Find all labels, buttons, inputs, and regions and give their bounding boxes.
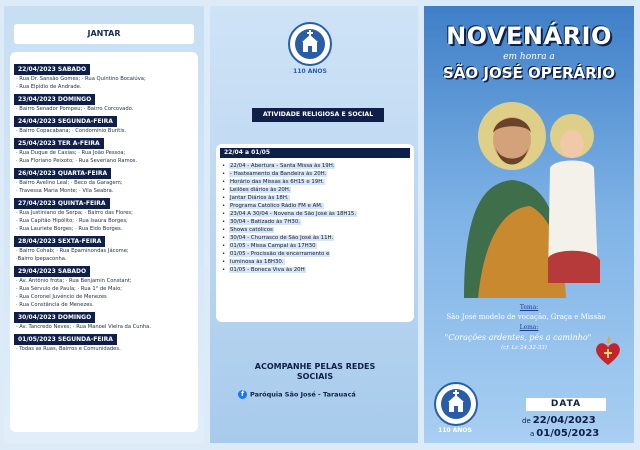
- saint-joseph-image: [444, 88, 614, 298]
- activity-text: Leilões diários às 20H.: [230, 187, 291, 193]
- dinner-streets: · Rua Constância de Menezes.: [16, 302, 94, 308]
- activity-item: [222, 242, 410, 250]
- dinner-date: 28/04/2023 SEXTA-FEIRA: [14, 236, 105, 247]
- activity-item: [222, 250, 410, 258]
- dinner-streets: · Rua Elpídio de Andrade.: [16, 84, 82, 90]
- dinner-streets: · Bairro Senador Pompeu; · Bairro Corcovado.: [16, 106, 134, 112]
- activity-text: Horário das Missas às 6H15 e 19H.: [230, 179, 324, 185]
- activity-item: [222, 226, 410, 234]
- logo-caption-cover: 110 ANOS: [438, 427, 472, 434]
- end-date: [530, 428, 599, 439]
- dinner-date: 26/04/2023 QUARTA-FEIRA: [14, 168, 111, 179]
- activity-item: [222, 258, 410, 266]
- start-date-value: 22/04/2023: [532, 415, 596, 426]
- dinner-date: 29/04/2023 SABADO: [14, 266, 90, 277]
- dinner-streets: · Bairro Avelino Leal; · Beco da Garagem;: [16, 180, 123, 186]
- dinner-date: 22/04/2023 SABADO: [14, 64, 90, 75]
- activity-text: Programa Católico Rádio FM e AM.: [230, 203, 323, 209]
- dinner-streets: · Rua Lauriete Borges; · Rua Eldo Borges.: [16, 226, 123, 232]
- dinner-streets: · Bairro Cohab; · Rua Epaminondas Jácome;: [16, 248, 129, 254]
- facebook-icon: f: [238, 390, 247, 399]
- activity-text: - Hasteamento da Bandeira às 20H.: [230, 171, 327, 177]
- dinner-streets: · Bairro Copacabana; · Condomínio Buritis.: [16, 128, 127, 134]
- activity-text: 22/04 - Abertura - Santa Missa às 19H.: [230, 163, 335, 169]
- activity-item: [222, 234, 410, 242]
- activity-text: Shows católicos: [230, 227, 273, 233]
- activity-text: 30/04 - Batizado às 7H30.: [230, 219, 300, 225]
- dinner-streets: · Rua Duque de Caxias; · Rua João Pessoa;: [16, 150, 126, 156]
- activity-item: [222, 202, 410, 210]
- dinner-date: 30/04/2023 DOMINGO: [14, 312, 95, 323]
- activities-panel: [210, 6, 418, 443]
- dinner-title: JANTAR: [14, 24, 194, 44]
- dinner-streets: · Rua Justiniano de Serpa; · Bairro das Flores;: [16, 210, 133, 216]
- social-title: ACOMPANHE PELAS REDES SOCIAIS: [254, 362, 376, 381]
- saint-name: SÃO JOSÉ OPERÁRIO: [442, 64, 616, 82]
- dinner-streets: · Av. Antônio frota; · Rua Benjamin Constant;: [16, 278, 132, 284]
- activity-text: 01/05 - Missa Campal às 17H30: [230, 243, 316, 249]
- activity-item: [222, 266, 410, 274]
- activity-item: [222, 186, 410, 194]
- tema-label: Tema:: [519, 304, 539, 311]
- activity-item: [222, 210, 410, 218]
- cover-title: NOVENÁRIO: [446, 22, 612, 50]
- dinner-day: [14, 326, 198, 353]
- end-prefix: a: [530, 430, 535, 438]
- date-label: DATA: [526, 398, 606, 411]
- lema-text: "Corações ardentes, pés a caminho": [444, 333, 592, 342]
- activity-item: [222, 194, 410, 202]
- dinner-panel: [4, 6, 204, 443]
- dinner-streets: · Rua Floriano Peixoto; · Rua Severiano Ramos.: [16, 158, 138, 164]
- activity-item: [222, 178, 410, 186]
- lema-label: Lema:: [519, 324, 539, 331]
- parish-logo: [288, 22, 332, 66]
- dinner-date: 24/04/2023 SEGUNDA-FEIRA: [14, 116, 117, 127]
- dinner-date: 23/04/2023 DOMINGO: [14, 94, 95, 105]
- activities-box: [216, 144, 414, 322]
- dinner-streets: · Rua Sérvulo de Paula; · Rua 1° de Maio;: [16, 286, 123, 292]
- social-link[interactable]: [238, 390, 398, 399]
- parish-logo-cover: [434, 382, 478, 426]
- dinner-streets: · Rua Coronel Juvêncio de Menezes: [16, 294, 107, 300]
- tema-text: São José modelo de vocação, Graça e Missão: [446, 313, 606, 321]
- logo-caption: 110 ANOS: [293, 68, 327, 75]
- activity-text: luminosa às 18H30.: [230, 259, 284, 265]
- activities-title: ATIVIDADE RELIGIOSA E SOCIAL: [252, 108, 384, 122]
- church-icon: [290, 24, 330, 64]
- dinner-streets: · Rua Dr. Sansão Gomes; · Rua Quintino Bocaiúva;: [16, 76, 146, 82]
- activity-item: [222, 162, 410, 170]
- dinner-date: 27/04/2023 QUINTA-FEIRA: [14, 198, 110, 209]
- dinner-day: [14, 190, 198, 233]
- lema-reference: (cf. Lc 24,32-33): [501, 345, 547, 351]
- activity-text: 23/04 A 30/04 - Novena de São José às 18H15.: [230, 211, 357, 217]
- activities-list: [222, 162, 410, 274]
- dinner-schedule: [10, 52, 198, 432]
- social-handle: Paróquia São José - Tarauacá: [250, 390, 356, 399]
- activity-item: [222, 218, 410, 226]
- activity-text: 30/04 - Churrasco de São José às 11H.: [230, 235, 334, 241]
- dinner-streets: · Todas as Ruas, Bairros e Comunidades.: [16, 346, 121, 352]
- start-date: [522, 415, 596, 426]
- church-icon: [436, 384, 476, 424]
- dinner-streets: · Rua Capitão Hipólito; · Rua Isaura Borges;: [16, 218, 128, 224]
- dinner-date: 25/04/2023 TER A-FEIRA: [14, 138, 104, 149]
- dinner-streets: · Travessa Maria Monte; · Vila Seabra.: [16, 188, 114, 194]
- dinner-day: [14, 258, 198, 309]
- activity-text: 01/05 - Procissão de encerramento e: [230, 251, 330, 257]
- activity-text: Jantar Diários às 18H.: [230, 195, 289, 201]
- start-prefix: de: [522, 417, 531, 425]
- dinner-streets: · Av. Tancredo Neves; · Rua Manoel Vieira da Cunha.: [16, 324, 151, 330]
- activity-item: [222, 170, 410, 178]
- end-date-value: 01/05/2023: [536, 428, 600, 439]
- burning-heart-icon: [592, 336, 624, 368]
- activities-period: 22/04 a 01/05: [220, 148, 410, 158]
- activity-text: 01/05 - Boneca Viva às 20H: [230, 267, 305, 273]
- dinner-date: 01/05/2023 SEGUNDA-FEIRA: [14, 334, 117, 345]
- cover-panel: [424, 6, 634, 443]
- dinner-streets: ·Bairro Ipepaconha.: [16, 256, 67, 262]
- cover-subtitle: em honra a: [503, 52, 555, 62]
